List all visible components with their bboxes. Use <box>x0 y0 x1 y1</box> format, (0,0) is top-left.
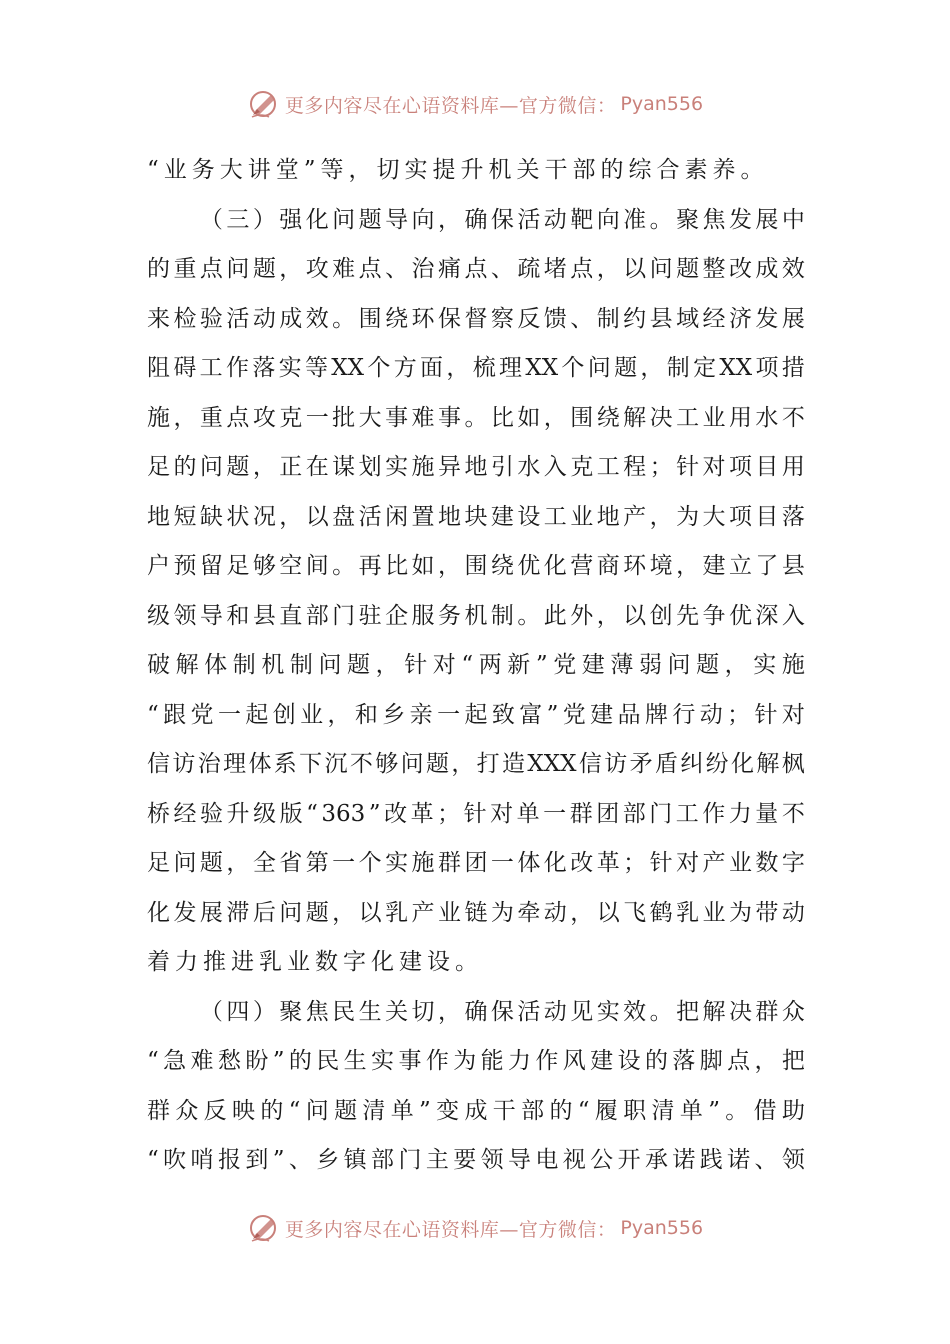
watermark-header <box>0 84 950 124</box>
paragraph <box>147 146 805 196</box>
text-line: 化 发 展 滞 后 问 题 ， 以 乳 产 业 链 为 牵 动 ， 以 飞 鹤 乳 业 为 带 动 <box>147 899 805 926</box>
text-line: （ 三 ） 强 化 问 题 导 向 ， 确 保 活 动 靶 向 准 。 聚 焦 发 展 中 <box>199 206 805 233</box>
text-line: 破 解 体 制 机 制 问 题 ， 针 对 “ 两 新 ” 党 建 薄 弱 问 题 ， 实 施 <box>147 652 805 678</box>
text-line: 桥 经 验 升 级 版 “ 363 ” 改 革 ； 针 对 单 一 群 团 部 门 工 作 力 量 不 <box>147 800 805 827</box>
watermark-wechat-id: Pyan556 <box>620 1217 704 1239</box>
text-line: “ 吹 哨 报 到 ” 、 乡 镇 部 门 主 要 领 导 电 视 公 开 承 诺 践 诺 、 领 <box>147 1147 805 1173</box>
text-line: 足 问 题 ， 全 省 第 一 个 实 施 群 团 一 体 化 改 革 ； 针 对 产 业 数 字 <box>147 850 805 876</box>
text-line: 信 访 治 理 体 系 下 沉 不 够 问 题 ， 打 造 XXX 信 访 矛 盾 纠 纷 化 解 枫 <box>147 751 805 777</box>
pen-logo-icon <box>247 87 281 121</box>
text-line: “业务大讲堂”等，切实提升机关干部的综合素养。 <box>147 157 769 183</box>
paragraph <box>147 196 805 988</box>
text-line: 级 领 导 和 县 直 部 门 驻 企 服 务 机 制 。 此 外 ， 以 创 先 争 优 深 入 <box>147 602 805 629</box>
text-line: 来 检 验 活 动 成 效 。 围 绕 环 保 督 察 反 馈 、 制 约 县 域 经 济 发 展 <box>147 305 805 332</box>
text-line: （ 四 ） 聚 焦 民 生 关 切 ， 确 保 活 动 见 实 效 。 把 解 决 群 众 <box>199 998 805 1025</box>
document-body <box>147 146 805 1186</box>
text-line: 着力推进乳业数字化建设。 <box>147 949 483 975</box>
text-line: 户 预 留 足 够 空 间 。 再 比 如 ， 围 绕 优 化 营 商 环 境 ， 建 立 了 县 <box>147 553 805 579</box>
text-line: 施 ， 重 点 攻 克 一 批 大 事 难 事 。 比 如 ， 围 绕 解 决 工 业 用 水 不 <box>147 404 805 431</box>
watermark-text: 更多内容尽在心语资料库—官方微信： <box>284 94 617 117</box>
watermark-footer <box>0 1208 950 1248</box>
text-line: “ 跟 党 一 起 创 业 ， 和 乡 亲 一 起 致 富 ” 党 建 品 牌 行 动 ； 针 对 <box>147 701 805 728</box>
text-line: 阻 碍 工 作 落 实 等 XX 个 方 面 ， 梳 理 XX 个 问 题 ， 制 定 XX 项 措 <box>147 355 805 381</box>
paragraph <box>147 988 805 1186</box>
text-line: 地 短 缺 状 况 ， 以 盘 活 闲 置 地 块 建 设 工 业 地 产 ， 为 大 项 目 落 <box>147 503 805 530</box>
watermark-text: 更多内容尽在心语资料库—官方微信： <box>284 1218 617 1241</box>
pen-logo-icon <box>247 1211 281 1245</box>
text-line: “ 急 难 愁 盼 ” 的 民 生 实 事 作 为 能 力 作 风 建 设 的 落 脚 点 ， 把 <box>147 1048 805 1074</box>
text-line: 的 重 点 问 题 ， 攻 难 点 、 治 痛 点 、 疏 堵 点 ， 以 问 题 整 改 成 效 <box>147 256 805 282</box>
text-line: 群 众 反 映 的 “ 问 题 清 单 ” 变 成 干 部 的 “ 履 职 清 单 ” 。 借 助 <box>147 1097 805 1124</box>
text-line: 足 的 问 题 ， 正 在 谋 划 实 施 异 地 引 水 入 克 工 程 ； 针 对 项 目 用 <box>147 454 805 480</box>
watermark-wechat-id: Pyan556 <box>620 93 704 115</box>
